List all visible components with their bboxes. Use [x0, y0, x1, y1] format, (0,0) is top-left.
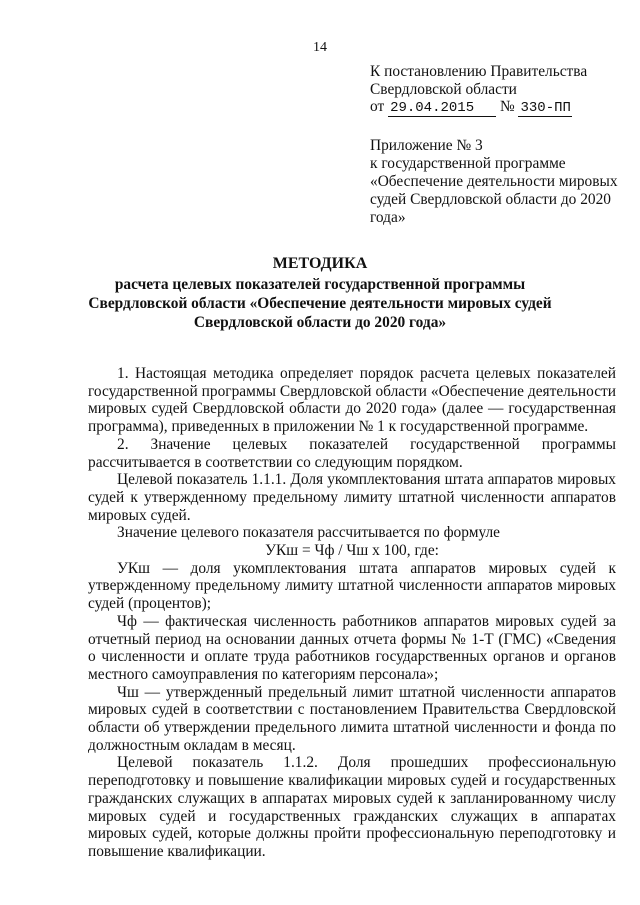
formula: УКш = Чф / Чш х 100, где: [265, 542, 439, 560]
paragraph-4: Значение целевого показателя рассчитывается по формуле [117, 524, 500, 542]
paragraph-8: Целевой показатель 1.1.2. Доля прошедших профессиональную переподготовку и повышение квалификации мировых судей и государственных гражданских служащих в аппаратах мировых судей к запланированному числу мировых судей и государственных гражданских служащих в аппаратах мировых судей, которые должны пройти профессиональную переподготовку и повышение квалификации. [88, 754, 616, 860]
resolution-date-line [370, 98, 620, 117]
resolution-number: 330-ПП [520, 100, 571, 116]
paragraph-3: Целевой показатель 1.1.1. Доля укомплектования штата аппаратов мировых судей к утвержденному предельному лимиту штатной численности аппаратов мировых судей. [88, 471, 616, 524]
appendix-line-4: судей Свердловской области до 2020 [370, 191, 612, 208]
appendix-line-1: Приложение № 3 [370, 137, 483, 154]
paragraph-2: 2. Значение целевых показателей государственной программы рассчитывается в соответствии со следующим порядком. [88, 435, 616, 471]
paragraph-7: Чш — утвержденный предельный лимит штатной численности аппаратов мировых судей в соответствии с постановлением Правительства Свердловской области об утверждении предельного лимита штатной численности и фонда по должностным окладам в месяц. [88, 683, 616, 754]
title-main: МЕТОДИКА [272, 255, 368, 272]
appendix-reference [370, 137, 620, 227]
appendix-line-3: «Обеспечение деятельности мировых [370, 173, 618, 190]
paragraph-6: Чф — фактическая численность работников аппаратов мировых судей за отчетный период на основании данных отчета формы № 1-Т (ГМС) «Сведения о численности и оплате труда работников государственных органов и органов местного самоуправления по категориям персонала»; [88, 612, 616, 683]
document-body [88, 365, 616, 861]
resolution-line-2: Свердловской области [370, 80, 517, 98]
title-line-1: расчета целевых показателей государственной программы [114, 276, 526, 293]
resolution-line-1: К постановлению Правительства [370, 63, 588, 80]
paragraph-5: УКш — доля укомплектования штата аппаратов мировых судей к утвержденному предельному лимиту штатной численности аппаратов мировых судей (процентов); [88, 559, 616, 613]
document-title [0, 253, 640, 332]
paragraph-1: 1. Настоящая методика определяет порядок расчета целевых показателей государственной программы Свердловской области «Обеспечение деятельности мировых судей Свердловской области до 2020 года» (далее — государственная программа), приведенных в приложении № 1 к государственной программе. [88, 365, 616, 436]
resolution-date: 29.04.2015 [388, 101, 496, 117]
appendix-line-5: года» [370, 209, 406, 226]
page-number: 14 [313, 40, 327, 55]
appendix-line-2: к государственной программе [370, 155, 566, 172]
number-prefix: № [499, 98, 515, 115]
date-prefix: от [370, 98, 385, 115]
title-line-3: Свердловской области до 2020 года» [193, 314, 447, 331]
resolution-reference [370, 63, 620, 117]
title-line-2: Свердловской области «Обеспечение деятельности мировых судей [88, 295, 552, 312]
